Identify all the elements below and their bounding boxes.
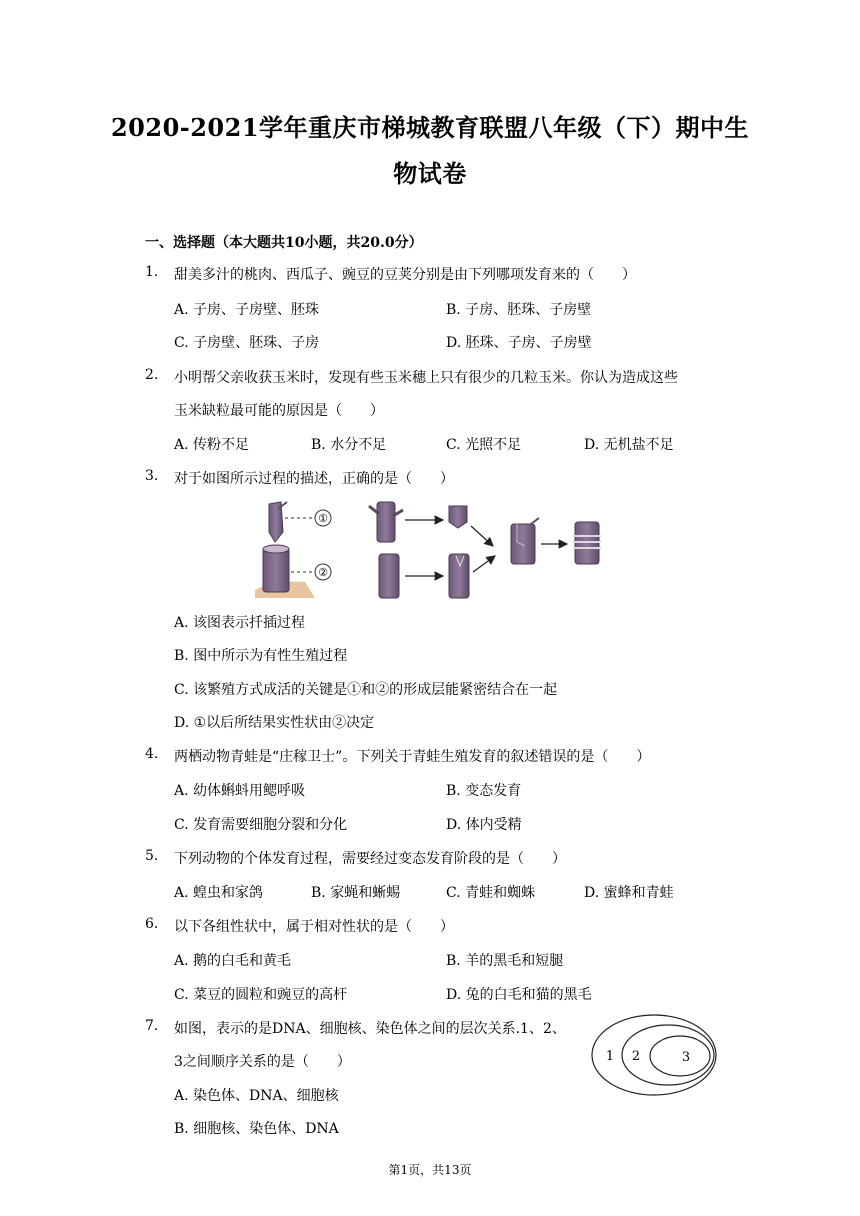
question-text: 以下各组性状中，属于相对性状的是（ ）	[174, 919, 454, 935]
question-number: 5.	[145, 848, 159, 864]
option-c[interactable]: C. 子房壁、胚珠、子房	[174, 335, 320, 351]
option-c[interactable]: C. 青蛙和蜘蛛	[446, 885, 536, 901]
question-number: 7.	[145, 1018, 159, 1034]
nested-circles-figure	[588, 1010, 720, 1100]
question-number: 6.	[145, 916, 159, 932]
option-c[interactable]: C. 发育需要细胞分裂和分化	[174, 817, 348, 833]
question-number: 2.	[145, 367, 159, 383]
question-text-continued: 玉米缺粒最可能的原因是（ ）	[174, 403, 384, 419]
option-c[interactable]: C. 该繁殖方式成活的关键是①和②的形成层能紧密结合在一起	[174, 682, 558, 698]
branch-icon	[369, 502, 403, 542]
grafted-branch-icon	[511, 518, 539, 564]
option-b[interactable]: B. 图中所示为有性生殖过程	[174, 648, 348, 664]
option-a[interactable]: A. 传粉不足	[174, 437, 250, 453]
cut-branch-icon	[449, 506, 467, 528]
figure-label: 3	[681, 1050, 691, 1065]
page-title-line2: 物试卷	[393, 159, 467, 188]
option-a[interactable]: A. 子房、子房壁、胚珠	[174, 302, 320, 318]
question-text: 下列动物的个体发育过程，需要经过变态发育阶段的是（ ）	[174, 851, 566, 867]
page-footer: 第1页，共13页	[388, 1163, 472, 1177]
question-text: 两栖动物青蛙是“庄稼卫士”。下列关于青蛙生殖发育的叙述错误的是（ ）	[174, 749, 651, 765]
option-b[interactable]: B. 家蝇和蜥蜴	[311, 885, 401, 901]
page-title-line1: 2020-2021学年重庆市梯城教育联盟八年级（下）期中生	[110, 113, 750, 142]
figure-label: ①	[318, 512, 328, 525]
option-d[interactable]: D. 体内受精	[446, 817, 522, 833]
option-b[interactable]: B. 子房、胚珠、子房壁	[446, 302, 592, 318]
question-number: 4.	[145, 746, 159, 762]
question-number: 1.	[145, 264, 159, 280]
option-c[interactable]: C. 菜豆的圆粒和豌豆的高杆	[174, 987, 348, 1003]
question-text: 对于如图所示过程的描述，正确的是（ ）	[174, 471, 454, 487]
option-b[interactable]: B. 羊的黑毛和短腿	[446, 953, 564, 969]
option-d[interactable]: D. 无机盐不足	[584, 437, 674, 453]
option-b[interactable]: B. 细胞核、染色体、DNA	[174, 1121, 339, 1137]
option-a[interactable]: A. 染色体、DNA、细胞核	[174, 1088, 339, 1104]
section-heading: 一、选择题（本大题共10小题，共20.0分）	[145, 235, 423, 251]
option-a[interactable]: A. 蝗虫和家鸽	[174, 885, 264, 901]
option-d[interactable]: D. 兔的白毛和猫的黑毛	[446, 987, 592, 1003]
option-c[interactable]: C. 光照不足	[446, 437, 522, 453]
option-a[interactable]: A. 鹅的白毛和黄毛	[174, 953, 292, 969]
figure-label: 2	[631, 1049, 641, 1064]
grafting-figure	[255, 494, 615, 602]
question-text: 甜美多汁的桃肉、西瓜子、豌豆的豆荚分别是由下列哪项发育来的（ ）	[174, 267, 636, 283]
question-text: 如图，表示的是DNA、细胞核、染色体之间的层次关系.1、2、	[174, 1021, 566, 1037]
question-number: 3.	[145, 468, 159, 484]
figure-label: 1	[605, 1049, 615, 1064]
question-text-continued: 3之间顺序关系的是（ ）	[174, 1054, 351, 1070]
option-d[interactable]: D. 胚珠、子房、子房壁	[446, 335, 592, 351]
stock-slit-icon	[449, 554, 469, 598]
option-d[interactable]: D. ①以后所结果实性状由②决定	[174, 715, 375, 731]
option-d[interactable]: D. 蜜蜂和青蛙	[584, 885, 674, 901]
option-a[interactable]: A. 该图表示扦插过程	[174, 615, 306, 631]
inner-ellipse	[650, 1036, 710, 1076]
figure-label: ②	[318, 566, 328, 579]
option-b[interactable]: B. 水分不足	[311, 437, 387, 453]
option-b[interactable]: B. 变态发育	[446, 783, 522, 799]
question-text: 小明帮父亲收获玉米时，发现有些玉米穗上只有很少的几粒玉米。你认为造成这些	[174, 370, 678, 386]
option-a[interactable]: A. 幼体蝌蚪用鳃呼吸	[174, 783, 306, 799]
bound-graft-icon	[573, 522, 601, 564]
stock-cut-icon	[379, 554, 399, 598]
scion-icon	[269, 502, 287, 542]
